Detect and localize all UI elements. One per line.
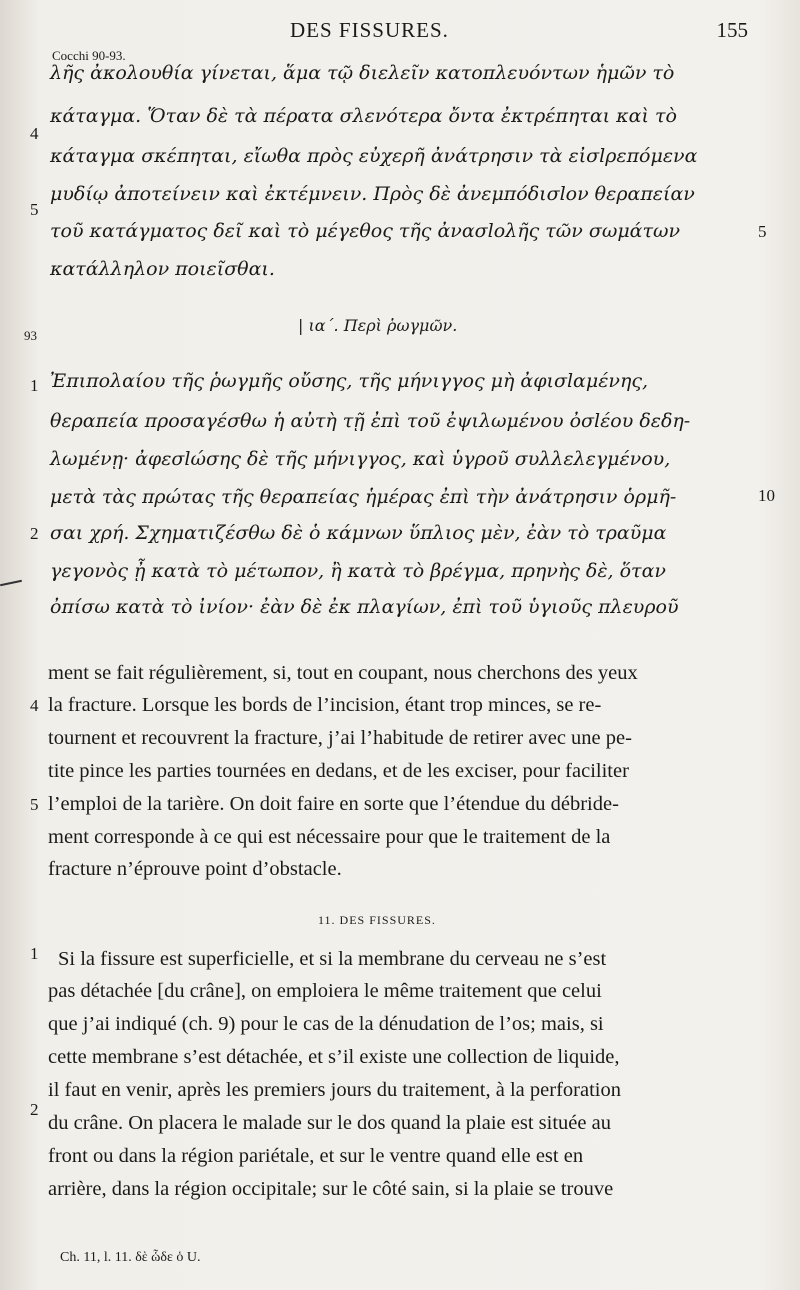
margin-mark	[0, 580, 22, 587]
greek-line: τοῦ κατάγματος δεῖ καὶ τὸ μέγεθος τῆς ἀνασlολῆς τῶν σωμάτων	[50, 220, 681, 242]
line-number: 5	[758, 222, 767, 241]
french-line: pas détachée [du crâne], on emploiera le même traitement que celui	[48, 980, 602, 1002]
line-number: 5	[30, 200, 39, 219]
french-line: la fracture. Lorsque les bords de l’incision, étant trop minces, se re-	[48, 694, 602, 716]
line-number: 2	[30, 1100, 39, 1119]
cocchi-page-ref: 93	[24, 328, 37, 343]
line-number: 5	[30, 795, 39, 814]
french-line: front ou dans la région pariétale, et sur le ventre quand elle est en	[48, 1145, 584, 1167]
greek-section-heading: | ια΄. Περὶ ῥωγμῶν.	[298, 316, 458, 335]
greek-line: μυδίῳ ἀποτείνειν καὶ ἐκτέμνειν. Πρὸς δὲ ἀνεμπόδισlον θεραπείαν	[50, 183, 695, 205]
critical-apparatus-footnote: Ch. 11, l. 11. δὲ ὧδε ὁ U.	[60, 1250, 201, 1265]
line-number: 2	[30, 524, 39, 543]
greek-line: σαι χρή. Σχηματιζέσθω δὲ ὁ κάμνων ὕπλιος μὲν, ἐὰν τὸ τραῦμα	[50, 522, 667, 544]
line-number: 1	[30, 376, 39, 395]
french-line: arrière, dans la région occipitale; sur le côté sain, si la plaie se trouve	[48, 1178, 614, 1200]
greek-line: κατάλληλον ποιεῖσθαι.	[50, 258, 275, 280]
french-line: du crâne. On placera le malade sur le dos quand la plaie est située au	[48, 1112, 611, 1134]
running-header-title: DES FISSURES.	[290, 18, 449, 42]
french-line: ment se fait régulièrement, si, tout en coupant, nous cherchons des yeux	[48, 662, 638, 684]
french-line: l’emploi de la tarière. On doit faire en sorte que l’étendue du débride-	[48, 793, 619, 815]
french-line: fracture n’éprouve point d’obstacle.	[48, 858, 342, 880]
french-line: cette membrane s’est détachée, et s’il existe une collection de liquide,	[48, 1046, 620, 1068]
french-section-heading: 11. DES FISSURES.	[318, 913, 436, 927]
cocchi-reference: Cocchi 90-93.	[52, 48, 126, 63]
french-line: il faut en venir, après les premiers jours du traitement, à la perforation	[48, 1079, 621, 1101]
french-line: que j’ai indiqué (ch. 9) pour le cas de la dénudation de l’os; mais, si	[48, 1013, 604, 1035]
french-line: ment corresponde à ce qui est nécessaire pour que le traitement de la	[48, 826, 611, 848]
french-line: tournent et recouvrent la fracture, j’ai l’habitude de retirer avec une pe-	[48, 727, 632, 749]
page-number: 155	[716, 18, 748, 42]
line-number: 4	[30, 696, 39, 715]
line-number: 1	[30, 944, 39, 963]
french-line: Si la fissure est superficielle, et si la membrane du cerveau ne s’est	[58, 948, 607, 970]
line-number: 4	[30, 124, 39, 143]
line-number: 10	[758, 486, 775, 505]
greek-line: λῆς ἀκολουθία γίνεται, ἅμα τῷ διελεῖν κατοπλευόντων ἡμῶν τὸ	[50, 62, 675, 84]
french-line: tite pince les parties tournées en dedans, et de les exciser, pour faciliter	[48, 760, 629, 782]
greek-line: Ἐπιπολαίου τῆς ῥωγμῆς οὔσης, τῆς μήνιγγος μὴ ἀφισlαμένης,	[50, 370, 649, 392]
greek-line: θεραπεία προσαγέσθω ἡ αὐτὴ τῇ ἐπὶ τοῦ ἐψιλωμένου ὀσlέου δεδη-	[50, 410, 691, 432]
greek-line: κάταγμα σκέπηται, εἴωθα πρὸς εὐχερῆ ἀνάτρησιν τὰ εἰσlρεπόμενα	[50, 145, 698, 167]
greek-line: ὀπίσω κατὰ τὸ ἰνίον· ἐὰν δὲ ἐκ πλαγίων, ἐπὶ τοῦ ὑγιοῦς πλευροῦ	[50, 596, 679, 618]
greek-line: λωμένῃ· ἀφεσlώσης δὲ τῆς μήνιγγος, καὶ ὑγροῦ συλλελεγμένου,	[50, 448, 671, 470]
greek-line: μετὰ τὰς πρώτας τῆς θεραπείας ἡμέρας ἐπὶ τὴν ἀνάτρησιν ὁρμῆ-	[50, 486, 677, 508]
greek-line: κάταγμα. Ὅταν δὲ τὰ πέρατα σλενότερα ὄντα ἐκτρέπηται καὶ τὸ	[50, 105, 677, 127]
greek-line: γεγονὸς ᾖ κατὰ τὸ μέτωπον, ἢ κατὰ τὸ βρέγμα, πρηνὴς δὲ, ὅταν	[50, 560, 666, 582]
